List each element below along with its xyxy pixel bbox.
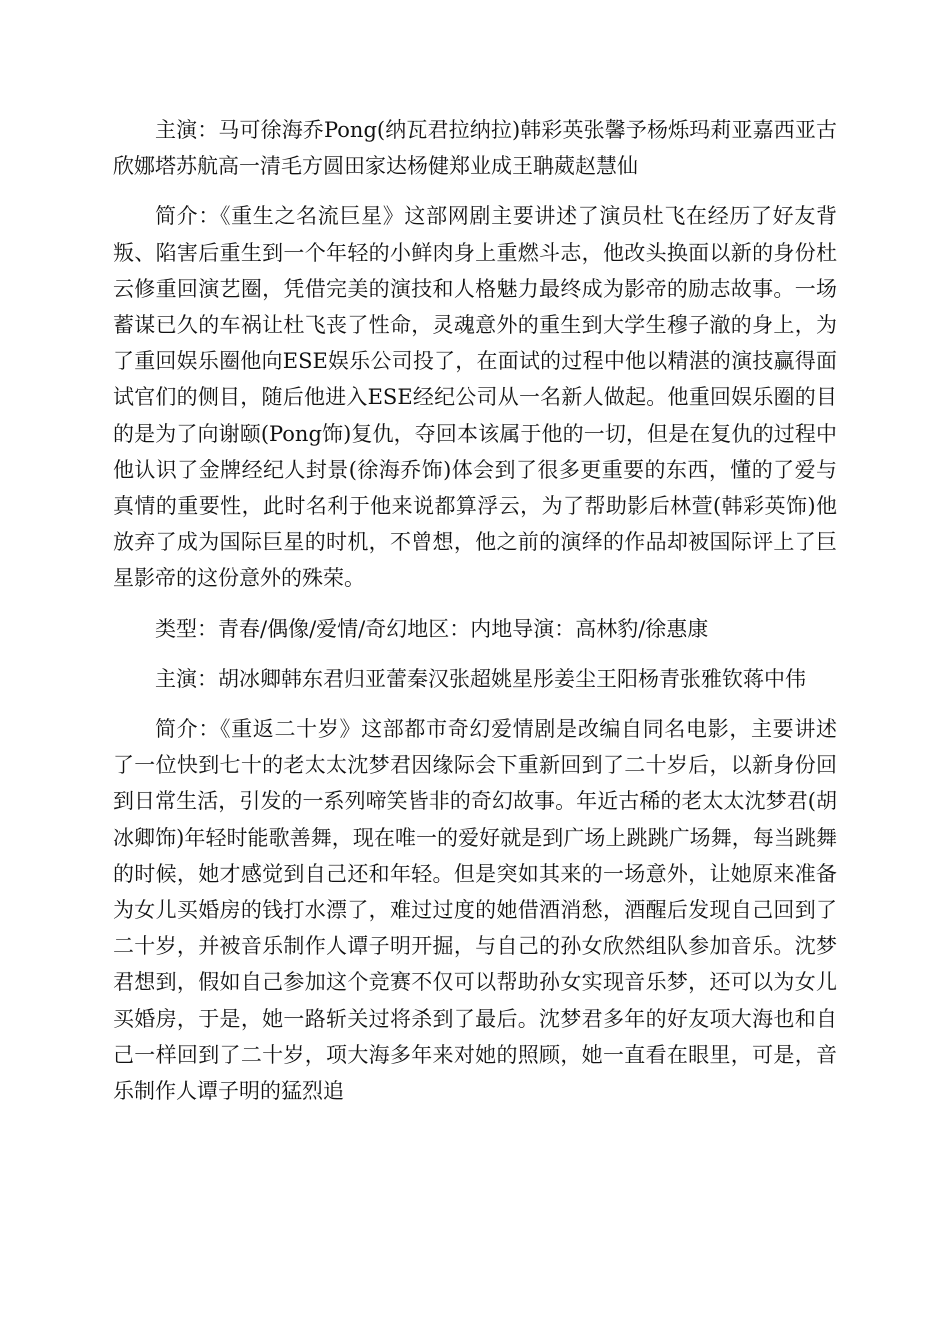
- paragraph-cast-2: 主演：胡冰卿韩东君归亚蕾秦汉张超姚星彤姜尘王阳杨青张雅钦蒋中伟: [155, 666, 806, 691]
- paragraph-synopsis-1: 简介：《重生之名流巨星》这部网剧主要讲述了演员杜飞在经历了好友背叛、陷害后重生到一个年轻的小鲜肉身上重燃斗志，他改头换面以新的身份杜云修重回演艺圈，凭借完美的演技和人格魅力最终成为影帝的励志故事。一场蓄谋已久的车祸让杜飞丧了性命，灵魂意外的重生到大学生穆子澈的身上，为了重回娱乐圈他向ESE娱乐公司投了，在面试的过程中他以精湛的演技赢得面试官们的侧目，随后他进入ESE经纪公司从一名新人做起。他重回娱乐圈的目的是为了向谢颐(Pong饰)复仇，夺回本该属于他的一切，但是在复仇的过程中他认识了金牌经纪人封景(徐海乔饰)体会到了很多更重要的东西，懂的了爱与真情的重要性，此时名利于他来说都算浮云，为了帮助影后林萱(韩彩英饰)他放弃了成为国际巨星的时机，不曾想，他之前的演绎的作品却被国际评上了巨星影帝的这份意外的殊荣。: [113, 204, 837, 591]
- paragraph-cast-1: 主演：马可徐海乔Pong(纳瓦君拉纳拉)韩彩英张馨予杨烁玛莉亚嘉西亚古欣娜塔苏航高一清毛方圆田家达杨健郑业成王聃葳赵慧仙: [113, 118, 837, 179]
- document-body: [113, 112, 837, 1123]
- paragraph-synopsis-2: 简介：《重返二十岁》这部都市奇幻爱情剧是改编自同名电影，主要讲述了一位快到七十的老太太沈梦君因缘际会下重新回到了二十岁后，以新身份回到日常生活，引发的一系列啼笑皆非的奇幻故事。年近古稀的老太太沈梦君(胡冰卿饰)年轻时能歌善舞，现在唯一的爱好就是到广场上跳跳广场舞，每当跳舞的时候，她才感觉到自己还和年轻。但是突如其来的一场意外，让她原来准备为女儿买婚房的钱打水漂了，难过过度的她借酒消愁，酒醒后发现自己回到了二十岁，并被音乐制作人谭子明开掘，与自己的孙女欣然组队参加音乐。沈梦君想到，假如自己参加这个竞赛不仅可以帮助孙女实现音乐梦，还可以为女儿买婚房，于是，她一路斩关过将杀到了最后。沈梦君多年的好友项大海也和自己一样回到了二十岁，项大海多年来对她的照顾，她一直看在眼里，可是，音乐制作人谭子明的猛烈追: [113, 717, 837, 1104]
- paragraph-genre-info: 类型：青春/偶像/爱情/奇幻地区：内地导演：高林豹/徐惠康: [155, 616, 709, 641]
